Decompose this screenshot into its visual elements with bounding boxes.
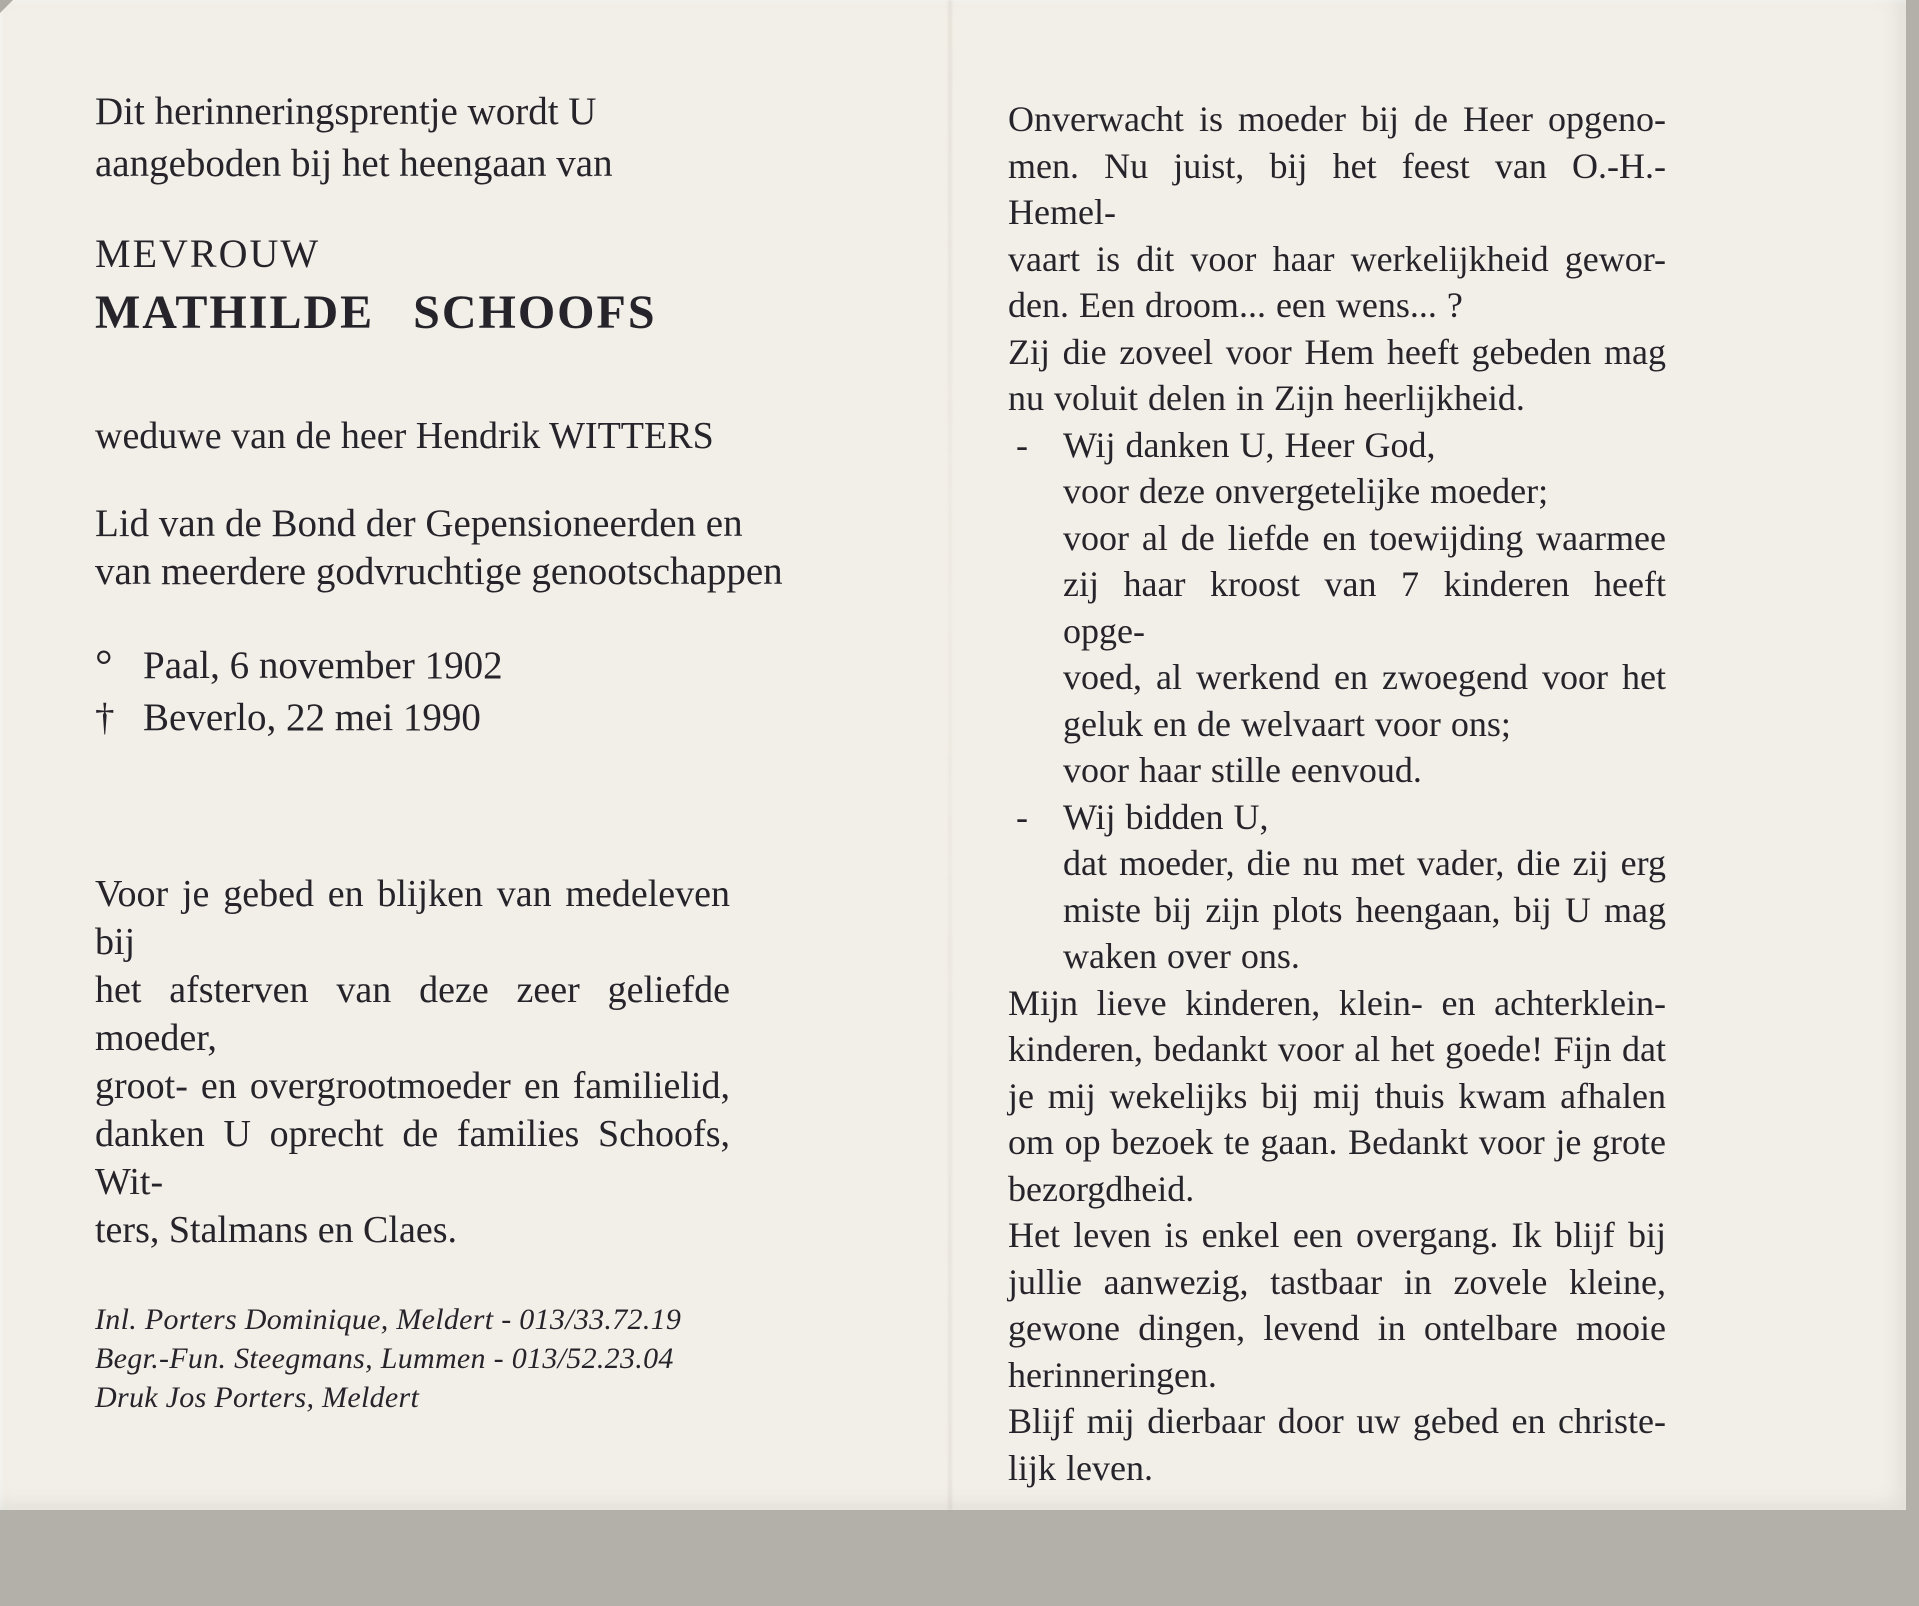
prayer-line: gewone dingen, levend in ontelbare mooie [1008,1308,1666,1348]
prayer-line: jullie aanwezig, tastbaar in zovele kleine, [1008,1261,1666,1302]
deceased-name: MATHILDE SCHOOFS [95,286,657,339]
acknowledgement-line: Voor je gebed en blijken van medeleven bij [95,873,730,963]
prayer-line: den. Een droom... een wens... ? [1008,285,1463,325]
prayer-line: men. Nu juist, bij het feest van O.-H.-Hemel- [1008,145,1666,232]
cover-column [95,0,783,1510]
prayer-line: lijk leven. [1008,1447,1153,1488]
prayer-line: dat moeder, die nu met vader, die zij erg [1063,843,1666,883]
prayer-line: Onverwacht is moeder bij de Heer opgeno- [1008,99,1666,139]
prayer-line: Zij die zoveel voor Hem heeft gebeden mag [1008,331,1666,372]
presentation-line: aangeboden bij het heengaan van [95,142,613,185]
death-cross-icon: † [95,696,115,739]
membership-line: Lid van de Bond der Gepensioneerden en [95,502,743,545]
prayer-line: zij haar kroost van 7 kinderen heeft opge- [1063,564,1666,651]
acknowledgement-paragraph [95,870,730,1254]
prayer-line: Blijf mij dierbaar door uw gebed en christe- [1008,1401,1666,1441]
prayer-line: voed, al werkend en zwoegend voor het [1063,657,1666,697]
prayer-line: nu voluit delen in Zijn heerlijkheid. [1008,378,1525,418]
prayer-line: Het leven is enkel een overgang. Ik blijf bij [1008,1215,1666,1255]
prayer-line: geluk en de welvaart voor ons; [1063,703,1511,744]
prayer-line: vaart is dit voor haar werkelijkheid gewor- [1008,238,1666,279]
prayer-line: miste bij zijn plots heengaan, bij U mag [1063,889,1666,930]
prayer-line: voor deze onvergetelijke moeder; [1063,471,1549,511]
prayer-line: herinneringen. [1008,1354,1217,1395]
contact-line: Inl. Porters Dominique, Meldert - 013/33.72.19 [95,1303,682,1336]
prayer-paragraph [1008,329,1666,422]
acknowledgement-line: groot- en overgrootmoeder en familielid, [95,1065,730,1107]
contact-line: Druk Jos Porters, Meldert [95,1381,420,1414]
fold-crease [948,0,952,1510]
dash-bullet: - [1016,796,1028,837]
acknowledgement-line: danken U oprecht de families Schoofs, Wit- [95,1113,730,1203]
presentation-line: Dit herinneringsprentje wordt U [95,90,597,133]
prayer-line: bezorgdheid. [1008,1168,1195,1209]
acknowledgement-line: ters, Stalmans en Claes. [95,1209,457,1251]
prayer-line: je mij wekelijks bij mij thuis kwam afhalen [1008,1075,1666,1116]
prayer-paragraph [1008,1398,1666,1491]
prayer-column [1008,96,1666,1606]
contact-line: Begr.-Fun. Steegmans, Lummen - 013/52.23.04 [95,1342,674,1375]
prayer-line: Mijn lieve kinderen, klein- en achterklein- [1008,982,1666,1023]
prayer-line: voor haar stille eenvoud. [1063,750,1422,790]
membership-line: van meerdere godvruchtige genootschappen [95,550,783,593]
birth-place-date: Paal, 6 november 1902 [143,644,503,687]
prayer-line: Wij bidden U, [1063,796,1269,837]
prayer-paragraph [1008,980,1666,1213]
dash-bullet: - [1016,424,1028,465]
honorific: MEVROUW [95,231,321,276]
prayer-line: kinderen, bedankt voor al het goede! Fijn dat [1008,1029,1666,1069]
prayer-line: Wij danken U, Heer God, [1063,424,1436,465]
born-symbol: ° [95,641,113,690]
death-row [95,692,730,744]
death-place-date: Beverlo, 22 mei 1990 [143,696,481,739]
birth-row [95,640,730,692]
prayer-line: waken over ons. [1063,936,1300,976]
prayer-line: voor al de liefde en toewijding waarmee [1063,517,1666,558]
membership-text [95,500,783,596]
widow-of-line: weduwe van de heer Hendrik WITTERS [95,415,714,457]
life-dates [95,640,730,744]
prayer-paragraph [1008,96,1666,329]
contact-printer-text [95,1300,730,1417]
presentation-text [95,86,730,190]
prayer-paragraph [1008,1212,1666,1398]
prayer-list-item [1008,422,1666,794]
acknowledgement-line: het afsterven van deze zeer geliefde moeder, [95,969,730,1059]
prayer-line: om op bezoek te gaan. Bedankt voor je grote [1008,1122,1666,1162]
prayer-list-item [1008,794,1666,980]
scan-corner-artifact [0,0,13,13]
